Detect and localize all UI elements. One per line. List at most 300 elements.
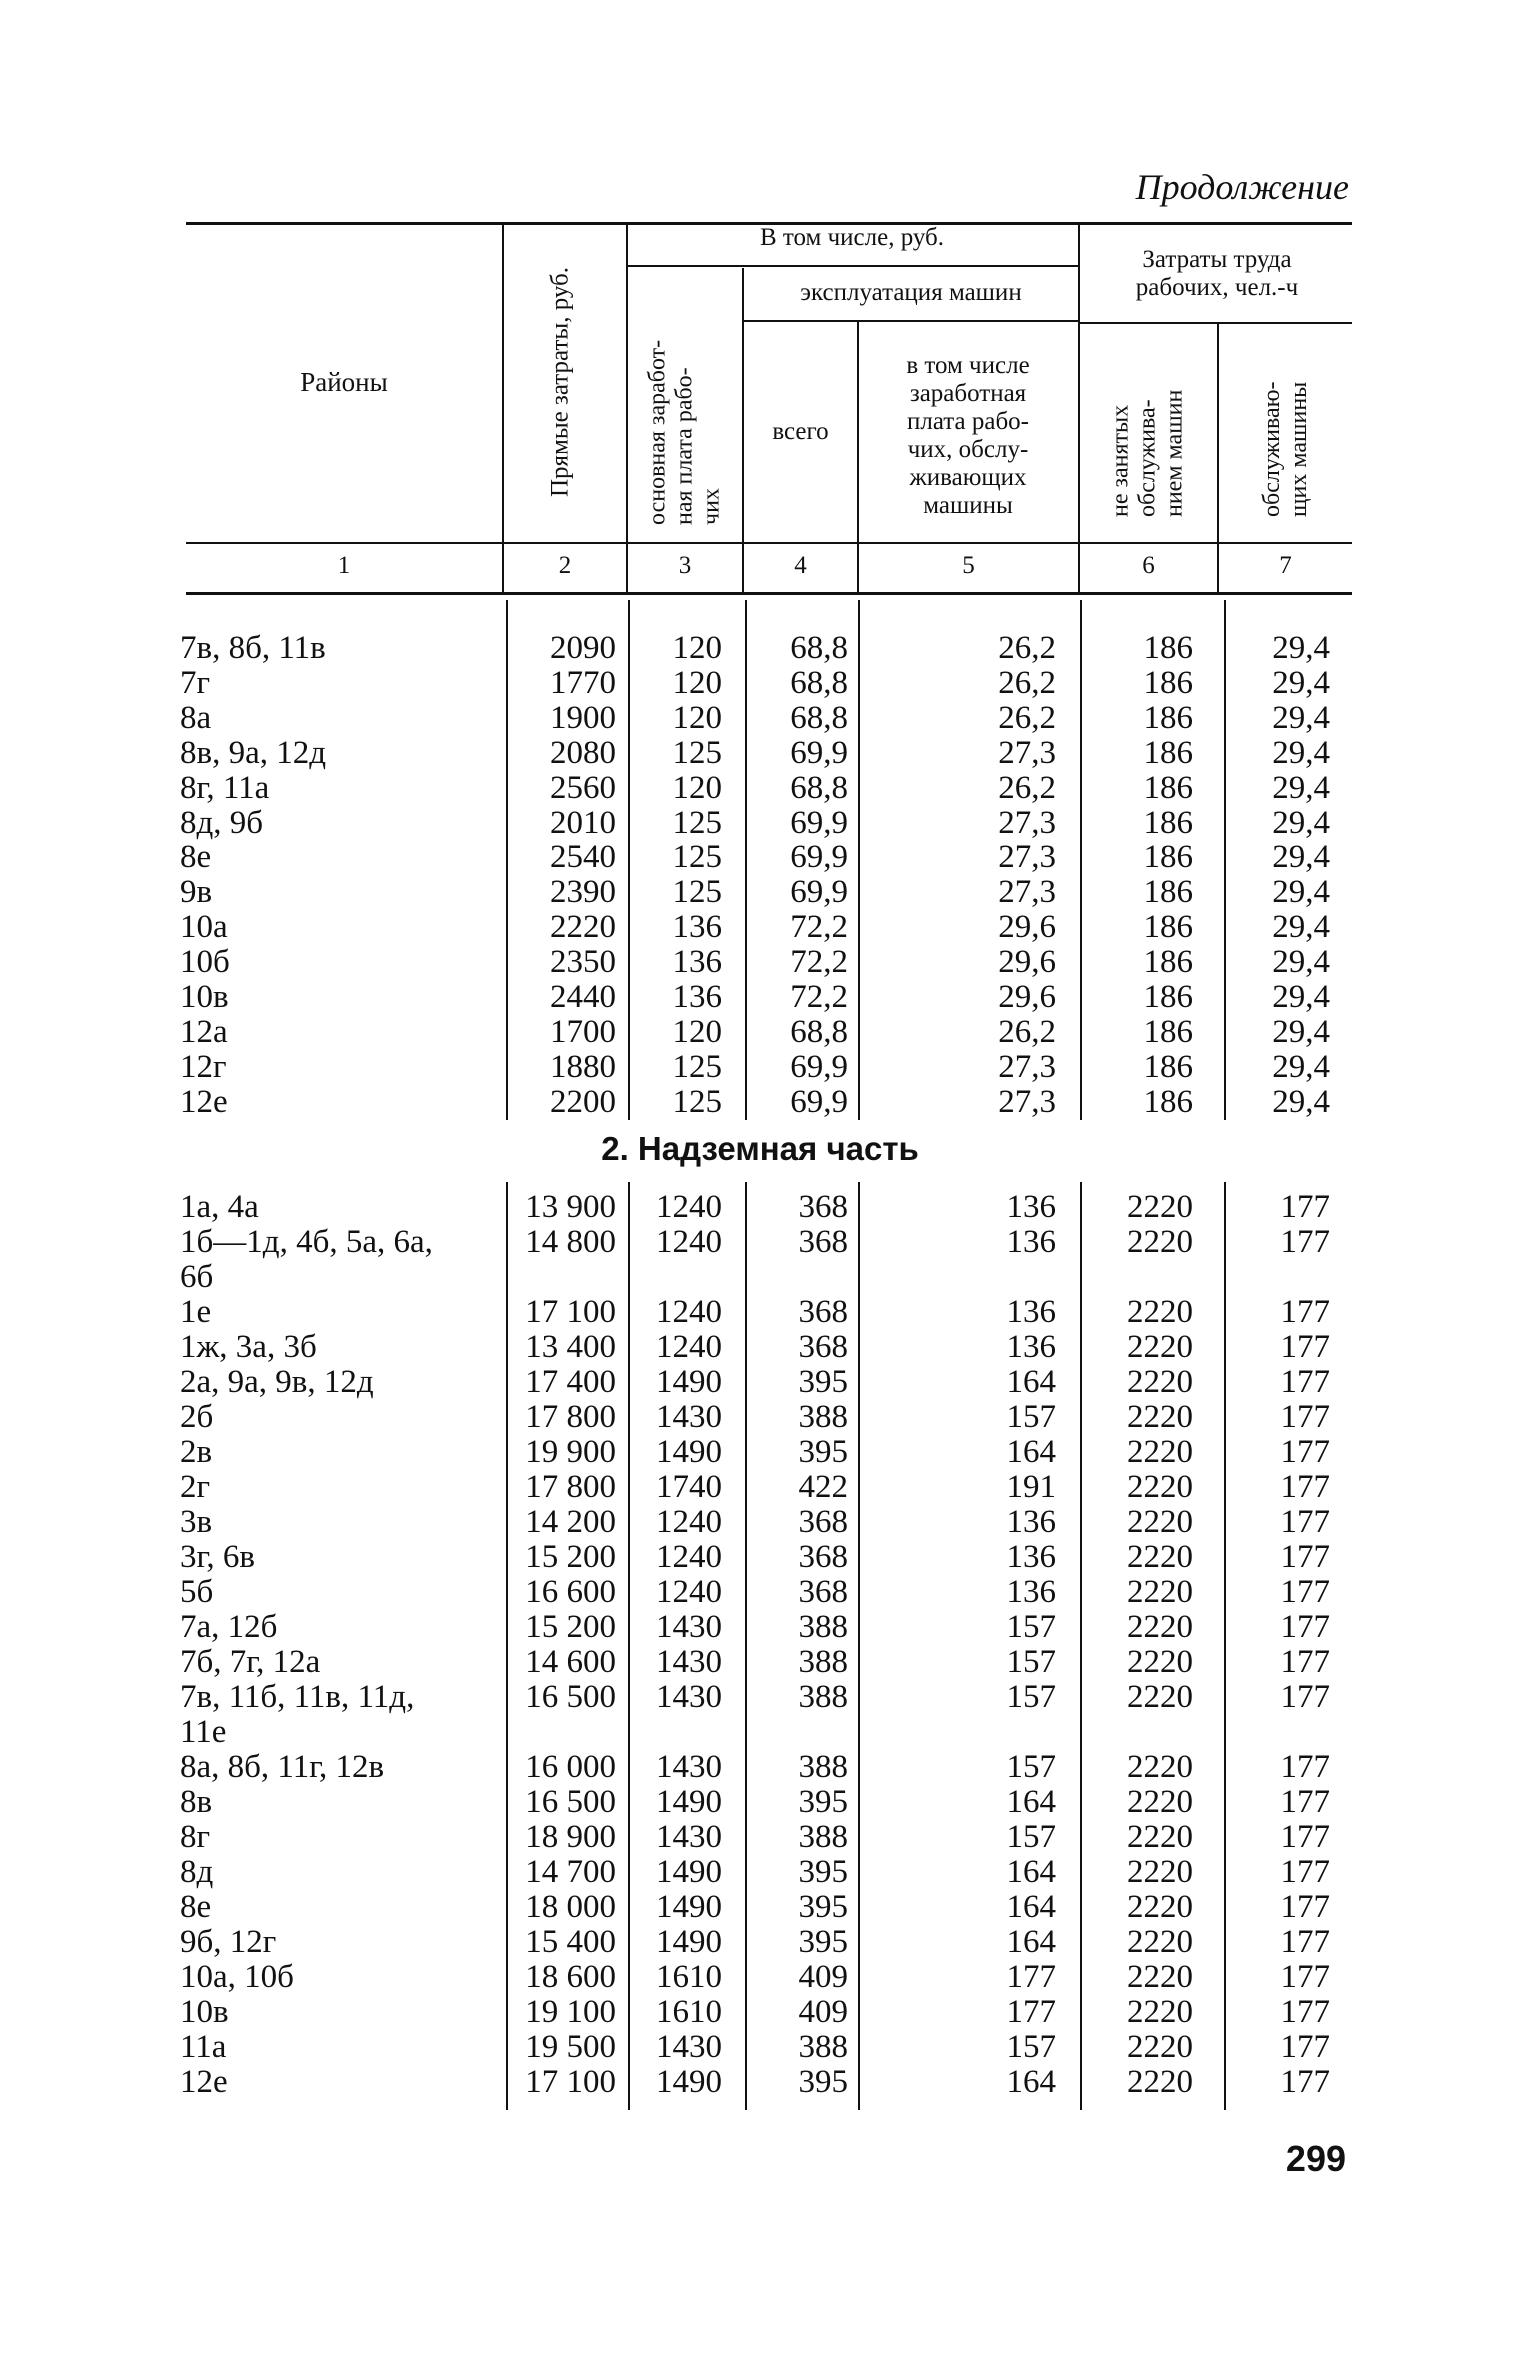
value-cell-c2: 1770 (550, 664, 616, 701)
table-row (180, 1890, 1350, 1925)
header-bottom-rule (186, 542, 1352, 544)
value-cell-c2: 18 000 (525, 1889, 616, 1925)
value-cell-c4: 388 (798, 1819, 848, 1855)
value-cell-c2: 2090 (550, 630, 616, 666)
value-cell-c2: 17 100 (525, 2064, 616, 2100)
value-cell-c5: 164 (1006, 1364, 1056, 1400)
table-row (180, 1750, 1350, 1785)
table-row (180, 945, 1350, 980)
value-cell-c4: 368 (798, 1504, 848, 1540)
value-cell-c3: 1740 (656, 1469, 722, 1505)
value-cell-c6: 2220 (1127, 1294, 1193, 1330)
value-cell-c3: 1430 (656, 1819, 722, 1855)
table-row (180, 875, 1350, 910)
value-cell-c2: 15 200 (525, 1609, 616, 1645)
value-cell-c2: 18 900 (525, 1819, 616, 1855)
value-cell-c2: 17 400 (525, 1364, 616, 1400)
value-cell-c5: 157 (1006, 2029, 1056, 2065)
value-cell-c5: 164 (1006, 1854, 1056, 1890)
header-total: всего (772, 418, 829, 445)
value-cell-c6: 2220 (1127, 1364, 1193, 1400)
value-cell-c3: 120 (672, 769, 722, 806)
value-cell-c5: 177 (1006, 1994, 1056, 2030)
district-cell: 9в (180, 874, 213, 911)
value-cell-c6: 2220 (1127, 1784, 1193, 1820)
value-cell-c6: 186 (1143, 979, 1193, 1015)
value-cell-c4: 68,8 (790, 769, 848, 806)
value-cell-c4: 68,8 (790, 664, 848, 701)
table-row (180, 1295, 1350, 1330)
district-cell: 3в (180, 1504, 213, 1540)
value-cell-c4: 395 (798, 1889, 848, 1925)
value-cell-c4: 68,8 (790, 699, 848, 736)
value-cell-c3: 125 (672, 734, 722, 771)
value-cell-c5: 26,2 (998, 1013, 1056, 1050)
including-rule (626, 265, 1078, 267)
district-cell: 8е (180, 839, 212, 876)
table-row (180, 1365, 1350, 1400)
value-cell-c4: 422 (798, 1469, 848, 1505)
value-cell-c7: 29,4 (1272, 979, 1330, 1015)
value-cell-c6: 186 (1143, 699, 1193, 736)
value-cell-c7: 177 (1280, 1504, 1330, 1540)
district-cell: 11а (180, 2029, 227, 2065)
value-cell-c4: 388 (798, 1644, 848, 1680)
value-cell-c7: 29,4 (1272, 664, 1330, 701)
header-incl-wage: в том числе заработная плата рабо- чих, обслу- живающих машины (906, 352, 1030, 519)
value-cell-c2: 16 000 (525, 1749, 616, 1785)
value-cell-c3: 120 (672, 699, 722, 736)
col-number: 5 (962, 552, 975, 579)
table-row (180, 1085, 1350, 1120)
value-cell-c7: 29,4 (1272, 839, 1330, 876)
value-cell-c2: 2440 (550, 979, 616, 1015)
district-cell: 9б, 12г (180, 1924, 277, 1960)
value-cell-c7: 29,4 (1272, 630, 1330, 666)
value-cell-c5: 27,3 (998, 1083, 1056, 1120)
labor-rule (1080, 322, 1352, 324)
value-cell-c4: 395 (798, 1434, 848, 1470)
value-cell-c3: 120 (672, 630, 722, 666)
table-row (180, 736, 1350, 771)
value-cell-c5: 27,3 (998, 1048, 1056, 1085)
value-cell-c5: 29,6 (998, 979, 1056, 1015)
table-row (180, 1015, 1350, 1050)
value-cell-c3: 125 (672, 1048, 722, 1085)
value-cell-c7: 177 (1280, 1959, 1330, 1995)
value-cell-c7: 177 (1280, 1749, 1330, 1785)
table-row (180, 1995, 1350, 2030)
value-cell-c6: 186 (1143, 1013, 1193, 1050)
value-cell-c5: 136 (1006, 1539, 1056, 1575)
table-row (180, 1330, 1350, 1365)
value-cell-c3: 136 (672, 979, 722, 1015)
header-direct-costs: Прямые затраты, руб. (546, 266, 574, 498)
value-cell-c6: 2220 (1127, 1889, 1193, 1925)
header-labor-costs: Затраты труда рабочих, чел.-ч (1135, 246, 1299, 301)
table-row (180, 1050, 1350, 1085)
colnum-bottom-rule (186, 592, 1352, 595)
value-cell-c2: 2560 (550, 769, 616, 806)
value-cell-c5: 164 (1006, 1784, 1056, 1820)
value-cell-c5: 27,3 (998, 734, 1056, 771)
value-cell-c5: 136 (1006, 1574, 1056, 1610)
value-cell-c7: 29,4 (1272, 699, 1330, 736)
value-cell-c5: 164 (1006, 1889, 1056, 1925)
value-cell-c6: 2220 (1127, 1189, 1193, 1225)
value-cell-c5: 136 (1006, 1504, 1056, 1540)
value-cell-c5: 191 (1006, 1469, 1056, 1505)
district-cell: 8г, 11а (180, 769, 270, 806)
value-cell-c5: 27,3 (998, 874, 1056, 911)
value-cell-c4: 368 (798, 1539, 848, 1575)
district-cell: 12е (180, 2064, 228, 2100)
value-cell-c2: 14 700 (525, 1854, 616, 1890)
value-cell-c2: 19 900 (525, 1434, 616, 1470)
value-cell-c7: 177 (1280, 1434, 1330, 1470)
district-cell: 12е (180, 1083, 228, 1120)
value-cell-c6: 186 (1143, 804, 1193, 841)
value-cell-c2: 2200 (550, 1083, 616, 1120)
value-cell-c6: 2220 (1127, 2029, 1193, 2065)
district-cell: 10а (180, 909, 228, 946)
district-cell: 3г, 6в (180, 1539, 255, 1575)
value-cell-c5: 27,3 (998, 839, 1056, 876)
value-cell-c2: 15 200 (525, 1539, 616, 1575)
header-not-serving: не занятых обслужива- нием машин (1107, 389, 1188, 517)
value-cell-c6: 186 (1143, 839, 1193, 876)
value-cell-c4: 69,9 (790, 734, 848, 771)
value-cell-c6: 186 (1143, 769, 1193, 806)
header-base-wage: основная заработ- ная плата рабо- чих (644, 339, 725, 525)
table-row (180, 1260, 1350, 1295)
value-cell-c2: 13 900 (525, 1189, 616, 1225)
value-cell-c6: 2220 (1127, 1959, 1193, 1995)
value-cell-c6: 2220 (1127, 1994, 1193, 2030)
district-cell: 10в (180, 1994, 229, 2030)
value-cell-c4: 69,9 (790, 804, 848, 841)
table-row (180, 1645, 1350, 1680)
header-vline (626, 222, 628, 592)
value-cell-c2: 16 500 (525, 1784, 616, 1820)
value-cell-c5: 27,3 (998, 804, 1056, 841)
value-cell-c2: 1700 (550, 1013, 616, 1050)
value-cell-c5: 157 (1006, 1644, 1056, 1680)
value-cell-c7: 177 (1280, 1329, 1330, 1365)
value-cell-c7: 29,4 (1272, 804, 1330, 841)
table-row (180, 2065, 1350, 2100)
value-cell-c2: 17 800 (525, 1469, 616, 1505)
district-cell: 2б (180, 1399, 214, 1435)
value-cell-c6: 186 (1143, 909, 1193, 946)
value-cell-c7: 177 (1280, 1224, 1330, 1260)
value-cell-c5: 157 (1006, 1749, 1056, 1785)
district-cell: 7в, 11б, 11в, 11д, (180, 1679, 415, 1715)
value-cell-c6: 2220 (1127, 1539, 1193, 1575)
col-number: 1 (337, 552, 351, 579)
value-cell-c2: 14 600 (525, 1644, 616, 1680)
value-cell-c5: 164 (1006, 1434, 1056, 1470)
district-cell: 8д (180, 1854, 214, 1890)
table-row (180, 1470, 1350, 1505)
table-row (180, 771, 1350, 806)
value-cell-c6: 2220 (1127, 1329, 1193, 1365)
value-cell-c2: 16 600 (525, 1574, 616, 1610)
table-row (180, 1400, 1350, 1435)
value-cell-c3: 1240 (656, 1224, 722, 1260)
district-cell: 11е (180, 1714, 227, 1750)
district-cell: 12г (180, 1048, 227, 1085)
value-cell-c4: 72,2 (790, 909, 848, 946)
value-cell-c6: 2220 (1127, 1609, 1193, 1645)
district-cell: 1ж, 3а, 3б (180, 1329, 317, 1365)
continued-label: Продолжение (1135, 167, 1349, 207)
section-title: 2. Надземная часть (601, 1130, 919, 1167)
value-cell-c4: 368 (798, 1224, 848, 1260)
value-cell-c2: 14 800 (525, 1224, 616, 1260)
value-cell-c3: 1610 (656, 1959, 722, 1995)
district-cell: 7б, 7г, 12а (180, 1644, 321, 1680)
district-cell: 8а (180, 699, 212, 736)
value-cell-c2: 14 200 (525, 1504, 616, 1540)
value-cell-c6: 186 (1143, 734, 1193, 771)
value-cell-c7: 177 (1280, 1784, 1330, 1820)
value-cell-c4: 68,8 (790, 630, 848, 666)
district-cell: 8в, 9а, 12д (180, 734, 327, 771)
value-cell-c5: 177 (1006, 1959, 1056, 1995)
value-cell-c2: 2080 (550, 734, 616, 771)
value-cell-c5: 157 (1006, 1609, 1056, 1645)
value-cell-c3: 1430 (656, 1749, 722, 1785)
value-cell-c7: 177 (1280, 1189, 1330, 1225)
header-vline (502, 222, 504, 592)
value-cell-c2: 2390 (550, 874, 616, 911)
value-cell-c2: 1900 (550, 699, 616, 736)
value-cell-c5: 26,2 (998, 630, 1056, 666)
value-cell-c7: 29,4 (1272, 1083, 1330, 1120)
value-cell-c5: 164 (1006, 1924, 1056, 1960)
value-cell-c2: 2220 (550, 909, 616, 946)
table-row (180, 1435, 1350, 1470)
col-number: 7 (1279, 552, 1292, 579)
value-cell-c4: 388 (798, 1749, 848, 1785)
value-cell-c4: 388 (798, 1609, 848, 1645)
value-cell-c5: 157 (1006, 1399, 1056, 1435)
value-cell-c3: 136 (672, 944, 722, 981)
value-cell-c3: 136 (672, 909, 722, 946)
value-cell-c2: 17 800 (525, 1399, 616, 1435)
value-cell-c6: 2220 (1127, 1224, 1193, 1260)
table-row (180, 1505, 1350, 1540)
value-cell-c3: 1240 (656, 1189, 722, 1225)
value-cell-c7: 177 (1280, 1924, 1330, 1960)
table-row (180, 1960, 1350, 1995)
value-cell-c2: 18 600 (525, 1959, 616, 1995)
table-row (180, 980, 1350, 1015)
value-cell-c4: 368 (798, 1329, 848, 1365)
machine-rule (744, 320, 1078, 322)
district-cell: 8д, 9б (180, 804, 264, 841)
value-cell-c3: 1490 (656, 1889, 722, 1925)
district-cell: 8е (180, 1889, 212, 1925)
table-row (180, 1610, 1350, 1645)
value-cell-c4: 388 (798, 2029, 848, 2065)
col-number: 3 (678, 552, 692, 579)
value-cell-c5: 136 (1006, 1224, 1056, 1260)
table-row (180, 840, 1350, 875)
value-cell-c7: 177 (1280, 1364, 1330, 1400)
value-cell-c7: 177 (1280, 1399, 1330, 1435)
value-cell-c4: 409 (798, 1959, 848, 1995)
table-row (180, 1785, 1350, 1820)
value-cell-c7: 177 (1280, 1574, 1330, 1610)
value-cell-c2: 2010 (550, 804, 616, 841)
district-cell: 8г (180, 1819, 211, 1855)
value-cell-c3: 1430 (656, 2029, 722, 2065)
value-cell-c6: 2220 (1127, 1924, 1193, 1960)
header-machine-operation: эксплуатация машин (800, 279, 1022, 306)
table-row (180, 2030, 1350, 2065)
value-cell-c6: 186 (1143, 630, 1193, 666)
district-cell: 1б—1д, 4б, 5а, 6а, (180, 1224, 433, 1260)
table-row (180, 806, 1350, 841)
table-row (180, 1540, 1350, 1575)
header-vline (1078, 222, 1080, 592)
value-cell-c7: 177 (1280, 1819, 1330, 1855)
district-cell: 1е (180, 1294, 212, 1330)
value-cell-c7: 29,4 (1272, 944, 1330, 981)
district-cell: 8а, 8б, 11г, 12в (180, 1749, 385, 1785)
district-cell: 2а, 9а, 9в, 12д (180, 1364, 374, 1400)
table-row (180, 1715, 1350, 1750)
value-cell-c4: 69,9 (790, 1083, 848, 1120)
value-cell-c3: 1240 (656, 1574, 722, 1610)
value-cell-c3: 1490 (656, 1364, 722, 1400)
value-cell-c4: 72,2 (790, 944, 848, 981)
table-row (180, 1855, 1350, 1890)
value-cell-c7: 29,4 (1272, 769, 1330, 806)
value-cell-c4: 388 (798, 1399, 848, 1435)
value-cell-c6: 2220 (1127, 1504, 1193, 1540)
value-cell-c2: 19 100 (525, 1994, 616, 2030)
district-cell: 5б (180, 1574, 214, 1610)
value-cell-c6: 2220 (1127, 1469, 1193, 1505)
value-cell-c3: 1490 (656, 2064, 722, 2100)
value-cell-c5: 164 (1006, 2064, 1056, 2100)
value-cell-c6: 2220 (1127, 1434, 1193, 1470)
value-cell-c3: 125 (672, 874, 722, 911)
value-cell-c6: 2220 (1127, 1574, 1193, 1610)
value-cell-c6: 2220 (1127, 1854, 1193, 1890)
table-row (180, 1925, 1350, 1960)
value-cell-c7: 29,4 (1272, 874, 1330, 911)
value-cell-c6: 2220 (1127, 1679, 1193, 1715)
value-cell-c6: 2220 (1127, 1399, 1193, 1435)
value-cell-c5: 29,6 (998, 944, 1056, 981)
table-row (180, 1575, 1350, 1610)
value-cell-c6: 2220 (1127, 1819, 1193, 1855)
value-cell-c4: 395 (798, 2064, 848, 2100)
value-cell-c4: 69,9 (790, 1048, 848, 1085)
value-cell-c6: 186 (1143, 1083, 1193, 1120)
value-cell-c7: 177 (1280, 1889, 1330, 1925)
table-row (180, 1190, 1350, 1225)
value-cell-c4: 395 (798, 1364, 848, 1400)
value-cell-c3: 1240 (656, 1294, 722, 1330)
value-cell-c6: 2220 (1127, 1644, 1193, 1680)
value-cell-c4: 395 (798, 1924, 848, 1960)
value-cell-c3: 1610 (656, 1994, 722, 2030)
table-row (180, 1680, 1350, 1715)
value-cell-c6: 2220 (1127, 2064, 1193, 2100)
value-cell-c7: 29,4 (1272, 734, 1330, 771)
value-cell-c5: 157 (1006, 1679, 1056, 1715)
value-cell-c7: 29,4 (1272, 1048, 1330, 1085)
value-cell-c3: 1490 (656, 1924, 722, 1960)
value-cell-c6: 186 (1143, 944, 1193, 981)
value-cell-c7: 177 (1280, 2064, 1330, 2100)
header-including: В том числе, руб. (759, 224, 945, 251)
district-cell: 2г (180, 1469, 211, 1505)
value-cell-c4: 368 (798, 1294, 848, 1330)
value-cell-c3: 1430 (656, 1679, 722, 1715)
value-cell-c2: 16 500 (525, 1679, 616, 1715)
value-cell-c3: 1430 (656, 1399, 722, 1435)
value-cell-c7: 177 (1280, 1994, 1330, 2030)
value-cell-c4: 68,8 (790, 1013, 848, 1050)
value-cell-c2: 1880 (550, 1048, 616, 1085)
value-cell-c5: 157 (1006, 1819, 1056, 1855)
value-cell-c7: 177 (1280, 1294, 1330, 1330)
district-cell: 7а, 12б (180, 1609, 278, 1645)
value-cell-c2: 19 500 (525, 2029, 616, 2065)
value-cell-c3: 1490 (656, 1854, 722, 1890)
district-cell: 1а, 4а (180, 1189, 259, 1225)
value-cell-c3: 120 (672, 664, 722, 701)
col-number: 6 (1142, 552, 1155, 579)
table-row (180, 631, 1350, 666)
value-cell-c3: 1430 (656, 1644, 722, 1680)
header-districts: Районы (300, 367, 388, 397)
value-cell-c6: 2220 (1127, 1749, 1193, 1785)
value-cell-c6: 186 (1143, 664, 1193, 701)
value-cell-c5: 29,6 (998, 909, 1056, 946)
value-cell-c6: 186 (1143, 874, 1193, 911)
value-cell-c2: 2540 (550, 839, 616, 876)
district-cell: 10в (180, 979, 229, 1015)
district-cell: 7в, 8б, 11в (180, 630, 326, 666)
value-cell-c2: 13 400 (525, 1329, 616, 1365)
value-cell-c7: 29,4 (1272, 1013, 1330, 1050)
value-cell-c3: 1490 (656, 1434, 722, 1470)
value-cell-c4: 395 (798, 1784, 848, 1820)
page-number: 299 (1285, 2138, 1346, 2179)
value-cell-c7: 177 (1280, 1679, 1330, 1715)
value-cell-c7: 177 (1280, 1539, 1330, 1575)
value-cell-c4: 69,9 (790, 874, 848, 911)
value-cell-c5: 26,2 (998, 769, 1056, 806)
header-serving: обслуживаю- щих машины (1259, 381, 1312, 517)
value-cell-c3: 1240 (656, 1329, 722, 1365)
value-cell-c6: 186 (1143, 1048, 1193, 1085)
value-cell-c5: 136 (1006, 1329, 1056, 1365)
value-cell-c7: 177 (1280, 1609, 1330, 1645)
value-cell-c7: 177 (1280, 1644, 1330, 1680)
value-cell-c3: 125 (672, 1083, 722, 1120)
value-cell-c4: 409 (798, 1994, 848, 2030)
value-cell-c5: 136 (1006, 1294, 1056, 1330)
value-cell-c3: 1240 (656, 1539, 722, 1575)
